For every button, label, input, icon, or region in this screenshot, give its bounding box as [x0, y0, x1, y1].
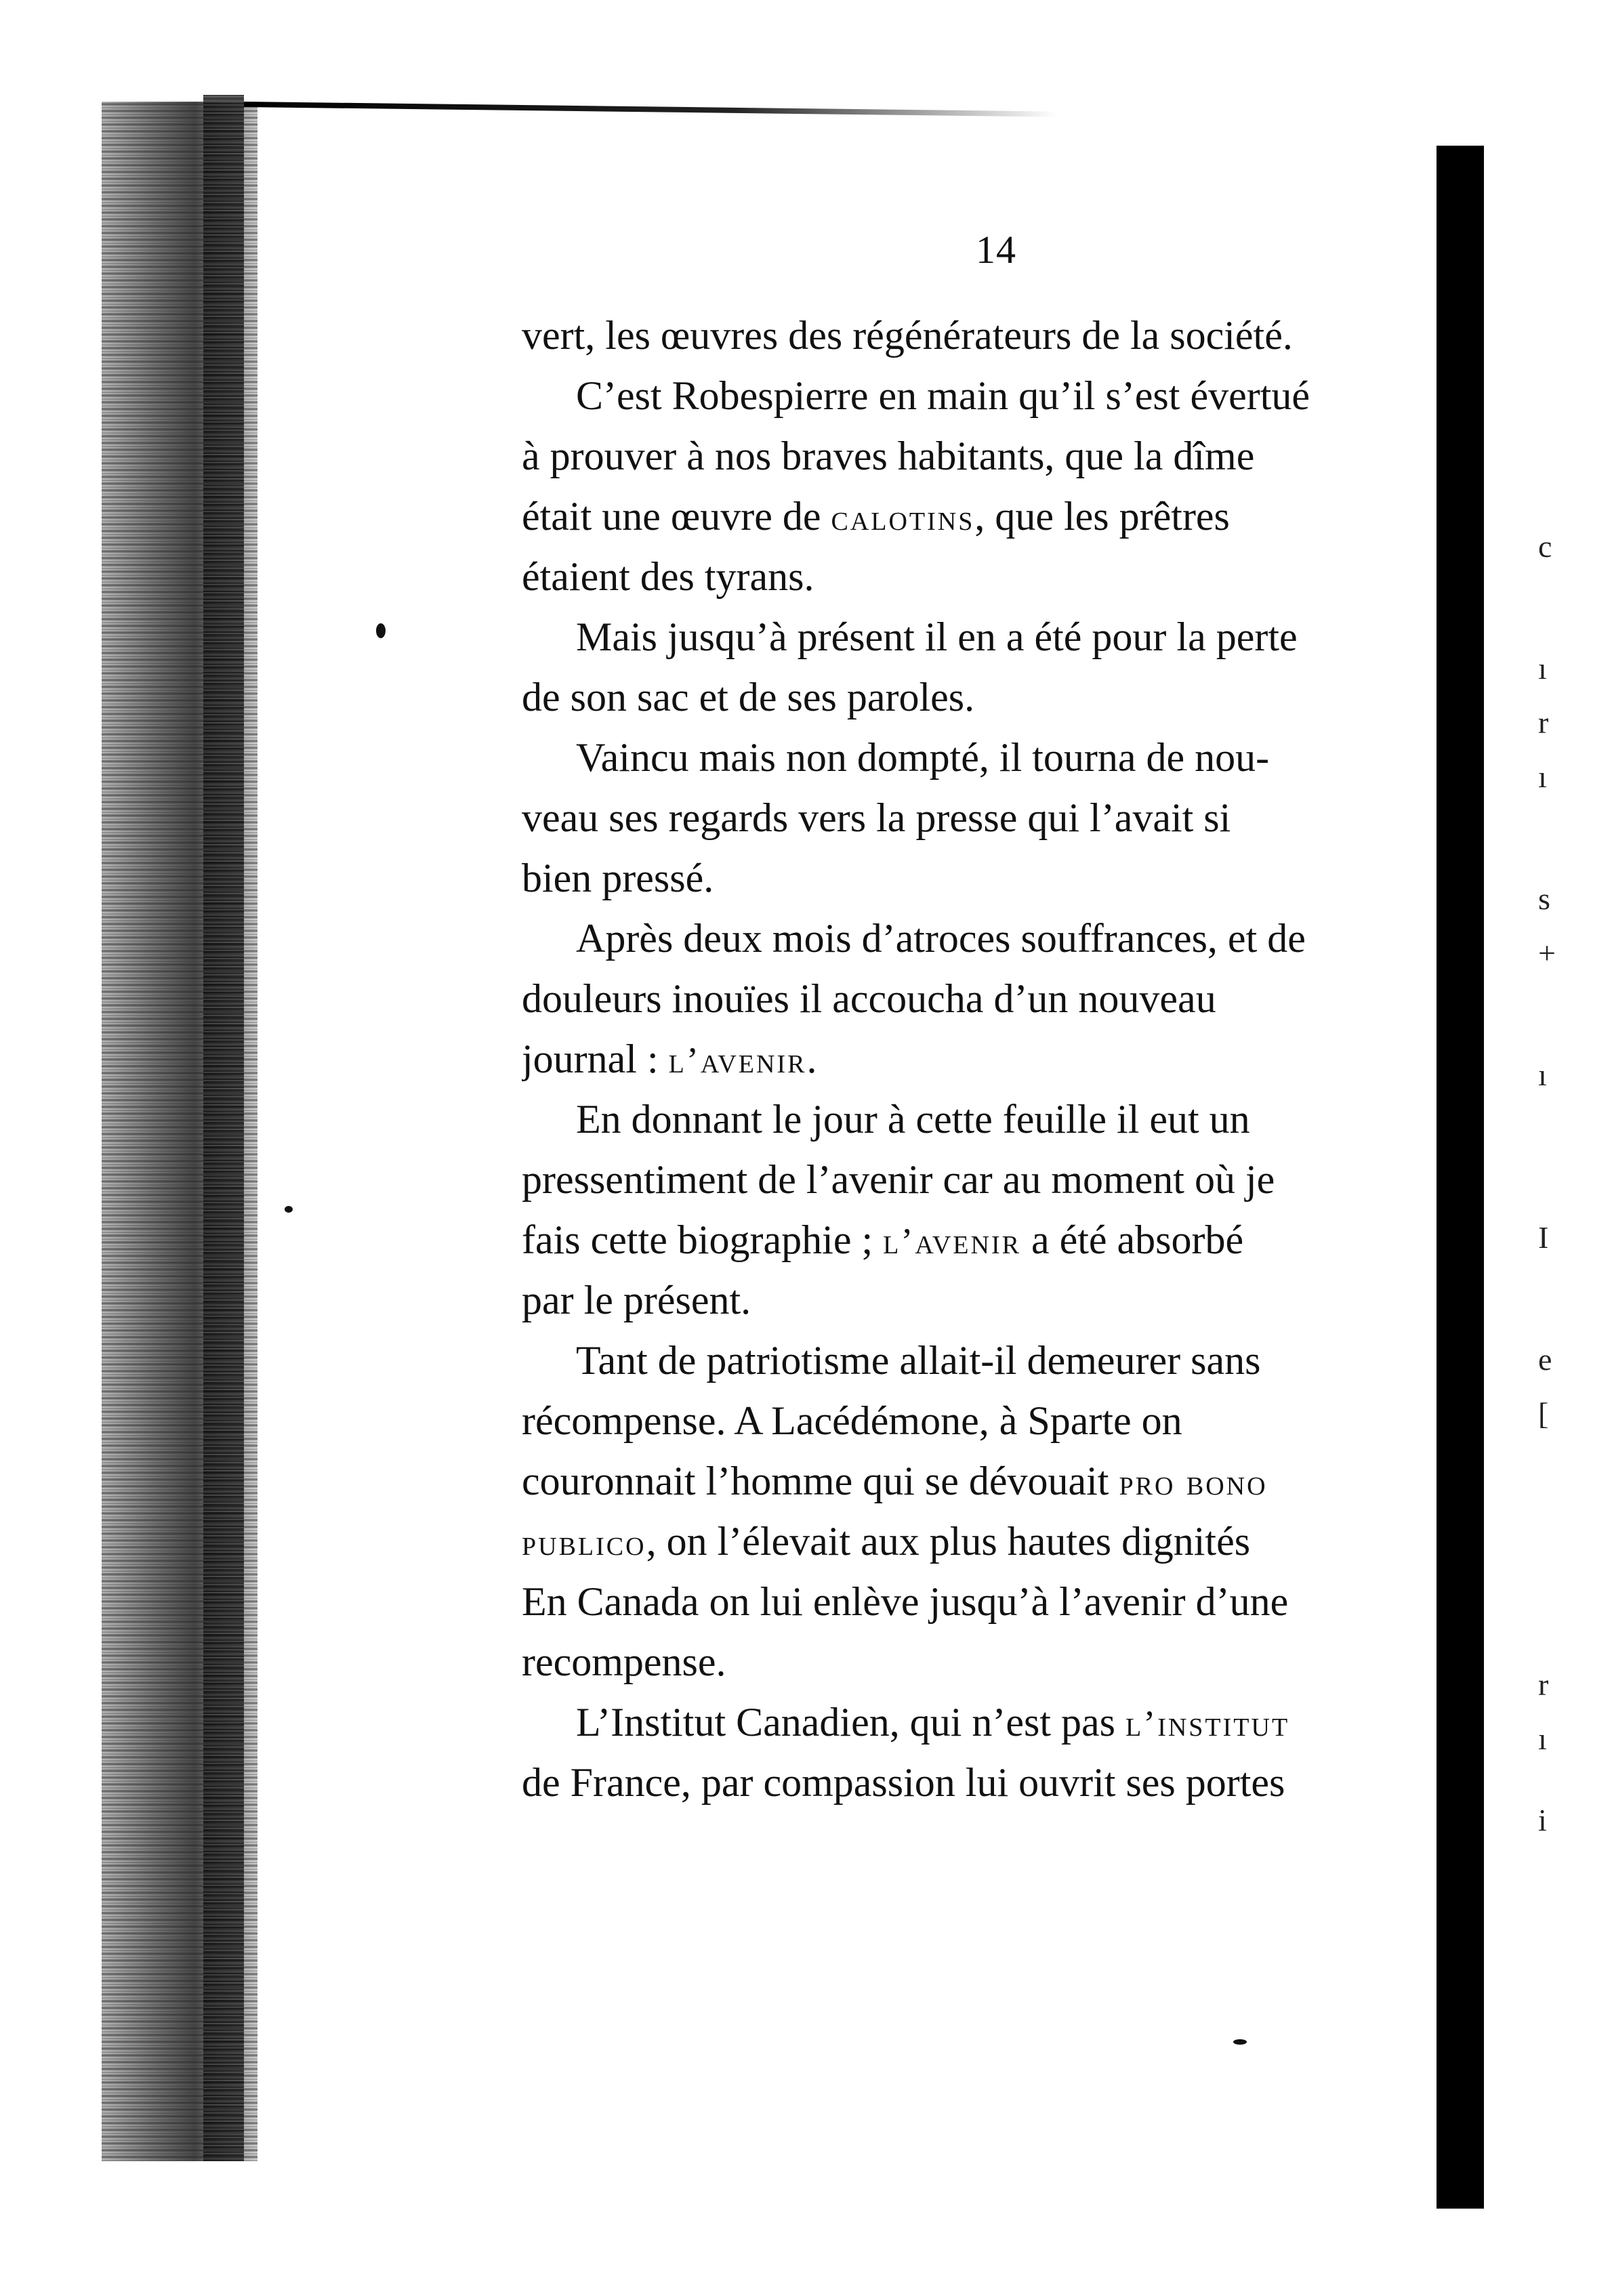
margin-fragment: r — [1538, 1667, 1549, 1702]
small-caps-term: l’institut — [1125, 1703, 1290, 1744]
line-segment: a été absorbé — [1020, 1217, 1244, 1262]
text-line: de France, par compassion lui ouvrit ses portes — [522, 1760, 1285, 1805]
margin-fragment: e — [1538, 1342, 1552, 1377]
text-line: à prouver à nos braves habitants, que la dîme — [522, 434, 1255, 478]
margin-fragment: I — [1538, 1220, 1549, 1255]
margin-fragment: s — [1538, 881, 1550, 916]
margin-fragment: c — [1538, 529, 1552, 564]
line-segment: . — [806, 1037, 817, 1081]
line-segment: était une œuvre de — [522, 494, 831, 539]
text-line — [522, 486, 1230, 547]
text-line — [522, 1028, 817, 1089]
text-line: Vaincu mais non dompté, il tourna de nou- — [576, 735, 1270, 780]
ink-speck — [1233, 2039, 1247, 2045]
margin-fragment: ı — [1538, 651, 1547, 686]
line-segment: journal : — [522, 1037, 669, 1081]
text-line — [522, 1450, 1268, 1511]
text-line: pressentiment de l’avenir car au moment où je — [522, 1157, 1275, 1202]
next-page-fragments — [1538, 474, 1579, 1965]
margin-fragment: i — [1538, 1803, 1547, 1837]
body-text — [522, 305, 1484, 1863]
line-segment: fais cette biographie ; — [522, 1217, 884, 1262]
binding-gutter — [203, 95, 244, 2161]
text-line: Tant de patriotisme allait-il demeurer sans — [576, 1338, 1261, 1383]
text-line — [522, 1511, 1250, 1572]
text-line: veau ses regards vers la presse qui l’avait si — [522, 795, 1231, 840]
line-segment: couronnait l’homme qui se dévouait — [522, 1459, 1119, 1503]
margin-fragment: [ — [1538, 1396, 1549, 1431]
margin-fragment: ı — [1538, 1721, 1547, 1756]
small-caps-term: calotins — [831, 497, 975, 538]
small-caps-term: publico — [522, 1522, 646, 1563]
text-line — [576, 1692, 1289, 1753]
text-line: En Canada on lui enlève jusqu’à l’avenir d’une — [522, 1579, 1289, 1624]
text-line: En donnant le jour à cette feuille il eut un — [576, 1097, 1250, 1142]
ink-speck — [376, 623, 386, 638]
line-segment: , on l’élevait aux plus hautes dignités — [646, 1519, 1251, 1564]
margin-fragment: ı — [1538, 759, 1547, 794]
margin-fragment: ı — [1538, 1058, 1547, 1092]
margin-fragment: r — [1538, 705, 1549, 740]
small-caps-term: pro bono — [1119, 1462, 1268, 1503]
line-segment: L’Institut Canadien, qui n’est pas — [576, 1700, 1125, 1745]
text-line: Mais jusqu’à présent il en a été pour la perte — [576, 614, 1298, 659]
line-segment: , que les prêtres — [974, 494, 1230, 539]
text-line: par le présent. — [522, 1278, 751, 1322]
text-line: douleurs inouïes il accoucha d’un nouveau — [522, 976, 1216, 1021]
margin-fragment: + — [1538, 936, 1556, 970]
text-line: C’est Robespierre en main qu’il s’est évertué — [576, 373, 1310, 418]
text-line: de son sac et de ses paroles. — [522, 675, 975, 719]
text-line: récompense. A Lacédémone, à Sparte on — [522, 1398, 1182, 1443]
ink-speck — [285, 1206, 293, 1213]
page-top-edge — [244, 102, 1057, 117]
text-line — [522, 1209, 1243, 1270]
small-caps-term: l’avenir — [883, 1221, 1021, 1261]
text-line: Après deux mois d’atroces souffrances, et de — [576, 916, 1306, 961]
small-caps-term: l’avenir — [668, 1040, 807, 1081]
text-line: étaient des tyrans. — [522, 554, 814, 599]
text-line: recompense. — [522, 1640, 726, 1684]
text-line: vert, les œuvres des régénérateurs de la société. — [522, 313, 1293, 358]
text-line: bien pressé. — [522, 856, 714, 900]
page-number: 14 — [976, 228, 1016, 272]
